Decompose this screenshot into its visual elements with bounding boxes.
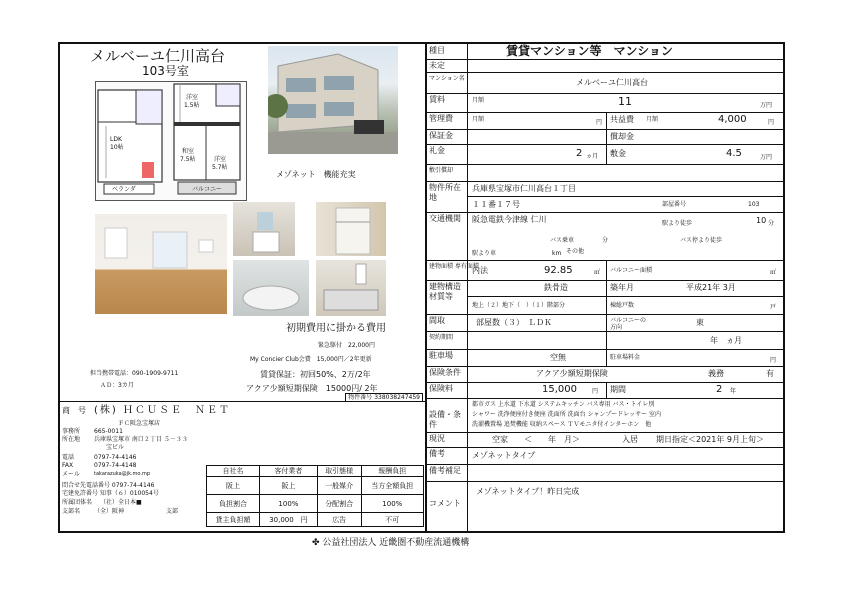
row-reikin (426, 144, 783, 165)
shikikin-value: 4.5 (726, 148, 742, 159)
row-comment (426, 481, 783, 531)
landlord-fee-value: 30,000 円 (260, 513, 318, 527)
row-shumoku (426, 44, 783, 60)
line-value: 阪急電鉄今津線 仁川 (472, 215, 547, 224)
kanri-sub: 月額 (472, 116, 485, 123)
jimusho-label: 事務所 (62, 428, 81, 435)
branch-name: （全）阪神 支部 (94, 508, 179, 515)
shumoku-value: 賃貸マンション等 マンション (506, 44, 673, 58)
washroom-photo (233, 202, 295, 256)
rent-label: 賃料 (426, 93, 468, 112)
interior-living-photo (95, 214, 227, 314)
bus-stop-label: バス停より徒歩 (680, 237, 723, 244)
structure-value: 鉄骨造 (544, 283, 568, 292)
kyoeki-value: 4,000 (718, 114, 747, 125)
bus-label: バス乗車 (550, 237, 575, 244)
fee-share-value: 100% (260, 495, 318, 513)
group-name: （社）全日本■ (100, 499, 142, 506)
name-label: マンション名 (426, 72, 468, 93)
row-location (426, 181, 783, 213)
fee-header-burden: 報酬負担 (361, 466, 423, 477)
contract-label: 契約期間 (426, 331, 468, 349)
area-value: 92.85 (544, 265, 573, 276)
photo-caption: メゾネット 機能充実 (276, 170, 356, 179)
insurance-label: 保険条件 (426, 366, 468, 382)
insurance-fee-value: 15,000 (542, 384, 577, 395)
shumoku-label: 種目 (426, 44, 468, 59)
plan-yoshitsu2: 洋室 (214, 156, 227, 163)
agency-branch: ＦＣ阪急宝塚店 (118, 420, 161, 427)
license-number: 宅建免許番号 知事（６）010054号 (62, 490, 159, 497)
insurance-fee-label: 保険料 (426, 382, 468, 398)
footer (312, 538, 469, 549)
facilities-line2: シャワー 洗浄便座付き便座 洗面所 洗面台 シャンプードレッサー 室内 (472, 411, 662, 418)
shokyaku-label: 償却金 (610, 132, 634, 141)
period-value: 2 (716, 384, 723, 395)
structure-label: 建物構造 材質等 (426, 280, 468, 314)
divider (606, 314, 607, 331)
facilities-label: 設備・条件 (426, 398, 468, 432)
total-units-label: 棟総戸数 (610, 302, 635, 309)
divider (606, 280, 607, 314)
rent-unit: 万円 (760, 102, 773, 109)
footer-logo-icon: ✤ (312, 538, 320, 548)
initial-cost-line1: 緊急駆付 22,000円 (318, 342, 375, 349)
movein-value: 期日指定＜2021年 9月上旬＞ (656, 435, 764, 444)
parking-value: 空無 (550, 353, 566, 362)
branch-label: 支部名 (62, 508, 81, 515)
walk-label: 駅より徒歩 (662, 220, 693, 227)
direction-value: 東 (696, 318, 704, 327)
row-mirai (426, 59, 783, 73)
fee-header-agent: 客付業者 (260, 466, 318, 477)
row-biko2 (426, 464, 783, 482)
row-hosho (426, 129, 783, 145)
walk-unit: 分 (768, 220, 775, 227)
plan-yoshitsu-size: 1.5帖 (184, 102, 200, 109)
balcony-area-label: バルコニー面積 (610, 267, 653, 274)
fee-burden: 当方全額負担 (361, 477, 423, 495)
direction-label: バルコニーの方向 (610, 317, 647, 331)
movein-label: 入居 (622, 435, 638, 444)
initial-cost-line4: アクア少額短期保険 15000円/ 2年 (246, 384, 378, 393)
divider (606, 331, 607, 349)
row-parking (426, 349, 783, 367)
divider (606, 144, 607, 164)
plan-washitsu: 和室 (182, 148, 195, 155)
banchi-value: １１番１７号 (472, 200, 520, 209)
kitchen-image (316, 260, 386, 316)
row-rent (426, 93, 783, 113)
divider (606, 112, 607, 129)
shogo-label: 商 号 (62, 406, 86, 415)
living-room-image (95, 214, 227, 314)
shikikin-label: 敷金 (610, 149, 626, 158)
ad-months: ＡＤ：3カ月 (100, 382, 134, 389)
footer-text: 公益社団法人 近畿圏不動産流通機構 (322, 538, 470, 548)
agency-address2: 宝ビル (106, 444, 125, 451)
area-label: 建物面積 専有面積 (426, 260, 468, 280)
washroom-image (233, 202, 295, 256)
row-status (426, 432, 783, 448)
agency-block (60, 394, 425, 532)
fee-company: 阪上 (207, 477, 260, 495)
biko-value: メゾネットタイプ (472, 451, 536, 460)
facilities-line3: 洗濯機置場 追焚機能 収納スペース ＴＶモニタ付インターホン 他 (472, 421, 652, 428)
madori-label: 間取 (426, 314, 468, 331)
shikibiki-label: 敷引償却 (426, 164, 468, 181)
room-number: 103号室 (142, 64, 189, 78)
kanri-yen: 円 (596, 119, 603, 126)
agency-zip: 665-0011 (94, 428, 123, 435)
plan-yoshitsu2-size: 5.7帖 (212, 164, 228, 171)
left-panel (60, 44, 427, 531)
building-name: メルベーユ仁川高台 (576, 78, 648, 87)
station-car-label: 駅より車 (472, 250, 497, 257)
divider (606, 260, 607, 280)
kyoeki-sub: 月額 (646, 116, 659, 123)
fee-split-value: 100% (361, 495, 423, 513)
insurance-required: 有 (766, 369, 774, 378)
fax-label: FAX (62, 462, 74, 469)
fee-header-company: 自社名 (207, 466, 260, 477)
insurance-value: アクア少額短期保険 (536, 369, 608, 378)
divider (468, 196, 783, 197)
row-biko (426, 447, 783, 465)
agency-address1: 兵庫県宝塚市 南口２丁目 ５－３３ (94, 436, 188, 443)
plan-yoshitsu: 洋室 (186, 94, 199, 101)
bus-unit: 分 (602, 237, 609, 244)
divider (468, 296, 783, 297)
traffic-label: 交通機関 (426, 212, 468, 260)
facilities-line1: 都市ガス 上水道 下水道 システムキッチン バス専用 バス・トイレ別 (472, 401, 655, 408)
plan-balcony: バルコニー (192, 186, 223, 193)
row-madori (426, 314, 783, 332)
area-unit: ㎡ (594, 269, 601, 276)
location-label: 物件所在地 (426, 181, 468, 212)
fee-share-label: 負担割合 (207, 495, 260, 513)
tel-label: 電話 (62, 454, 75, 461)
fee-header-mode: 取引態様 (317, 466, 361, 477)
mail-label: メール (62, 471, 80, 478)
shozai-label: 所在地 (62, 436, 81, 443)
row-traffic (426, 212, 783, 261)
reikin-value: 2 (576, 148, 583, 159)
area-sub: 内法 (472, 266, 488, 275)
kanri-label: 管理費 (426, 112, 468, 129)
parking-label: 駐車場 (426, 349, 468, 366)
reikin-unit: ヵ月 (586, 153, 599, 160)
ad-label: 広告 (317, 513, 361, 527)
row-contract (426, 331, 783, 350)
parking-fee-unit: 円 (770, 357, 777, 364)
property-name: メルベーユ仁川高台 (90, 47, 226, 65)
other-label: その他 (566, 248, 585, 255)
parking-fee-label: 駐車場料金 (610, 354, 641, 361)
bathroom-image (233, 260, 309, 316)
period-unit: 年 (730, 388, 737, 395)
biko2-label: 備考補足 (426, 464, 468, 481)
fee-agent: 阪上 (260, 477, 318, 495)
rent-value: 11 (618, 95, 632, 108)
room-label: 部屋番号 (662, 201, 687, 208)
hosho-label: 保証金 (426, 129, 468, 144)
floors-value: 地上（２）地下（ ）（１）階部分 (472, 302, 566, 309)
kitchen-photo (316, 260, 386, 316)
property-sheet (58, 42, 785, 533)
fee-split-label: 分配割合 (317, 495, 361, 513)
row-shikibiki (426, 164, 783, 182)
initial-costs-heading: 初期費用に掛かる費用 (286, 323, 386, 334)
plan-ldk-size: 10帖 (110, 144, 124, 151)
built-value: 平成21年 3月 (686, 283, 736, 292)
period-label: 期間 (610, 385, 626, 394)
closet-photo (316, 202, 386, 256)
agency-fax: 0797-74-4148 (94, 462, 137, 469)
km-unit: km (552, 250, 562, 257)
divider (606, 382, 607, 398)
agency-name: (株) ＨＣＵＳＥ ＮＥＴ (94, 405, 231, 416)
floor-plan (95, 81, 247, 201)
exterior-photo (268, 46, 398, 154)
comment-label: コメント (426, 481, 468, 531)
row-facilities (426, 398, 783, 433)
madori-value: 部屋数（３） ＬＤＫ (476, 318, 552, 327)
ad-value: 不可 (361, 513, 423, 527)
status-label: 現況 (426, 432, 468, 447)
reikin-label: 礼金 (426, 144, 468, 164)
agency-tel: 0797-74-4146 (94, 454, 137, 461)
initial-cost-line3: 賃貸保証：初回50%、2万/2年 (260, 370, 371, 379)
row-insurance-fee (426, 382, 783, 399)
mirai-label: 未定 (426, 59, 468, 72)
divider (606, 129, 607, 144)
shikikin-unit: 万円 (760, 154, 773, 161)
plan-washitsu-size: 7.5帖 (180, 156, 196, 163)
fee-table (206, 465, 424, 527)
plan-veranda: ベランダ (112, 186, 136, 193)
agency-mail: takarazuka@jk.mo.mp (94, 471, 151, 477)
location-value: 兵庫県宝塚市仁川高台１丁目 (472, 184, 576, 193)
group-label: 所属団体名 (62, 499, 93, 506)
row-name (426, 72, 783, 94)
closet-image (316, 202, 386, 256)
contract-value: 年 ヵ月 (710, 336, 742, 345)
row-kanri (426, 112, 783, 130)
staff-phone: 担当携帯電話：090-1909-9711 (90, 370, 179, 377)
walk-value: 10 (756, 216, 767, 225)
plan-ldk: LDK (110, 136, 122, 143)
building-image (268, 46, 398, 154)
row-insurance (426, 366, 783, 383)
status-value: 空家 ＜ 年 月＞ (492, 435, 580, 444)
biko-label: 備考 (426, 447, 468, 464)
insurance-fee-unit: 円 (592, 388, 599, 395)
kyoeki-yen: 円 (768, 119, 775, 126)
landlord-fee-label: 貸主負担額 (207, 513, 260, 527)
kyoeki-label: 共益費 (610, 115, 634, 124)
divider (606, 349, 607, 366)
fee-mode: 一般媒介 (317, 477, 361, 495)
rent-sub-label: 月額 (472, 97, 485, 104)
room-value: 103 (748, 201, 760, 208)
balcony-area-unit: ㎡ (770, 269, 777, 276)
inquiry-phone: 問合せ先電話番号 0797-74-4146 (62, 482, 155, 489)
reference-number: 物件番号 338038247459 (345, 393, 423, 402)
bathroom-photo (233, 260, 309, 316)
row-structure (426, 280, 783, 315)
built-label: 築年月 (610, 283, 634, 292)
comment-value: メゾネットタイプ！昨日完成 (476, 487, 580, 496)
total-units-unit: 戸 (770, 304, 777, 311)
initial-cost-line2: My Concier Club会費 15,000円／2年更新 (250, 356, 372, 363)
insurance-required-label: 義務 (708, 369, 724, 378)
row-area (426, 260, 783, 281)
